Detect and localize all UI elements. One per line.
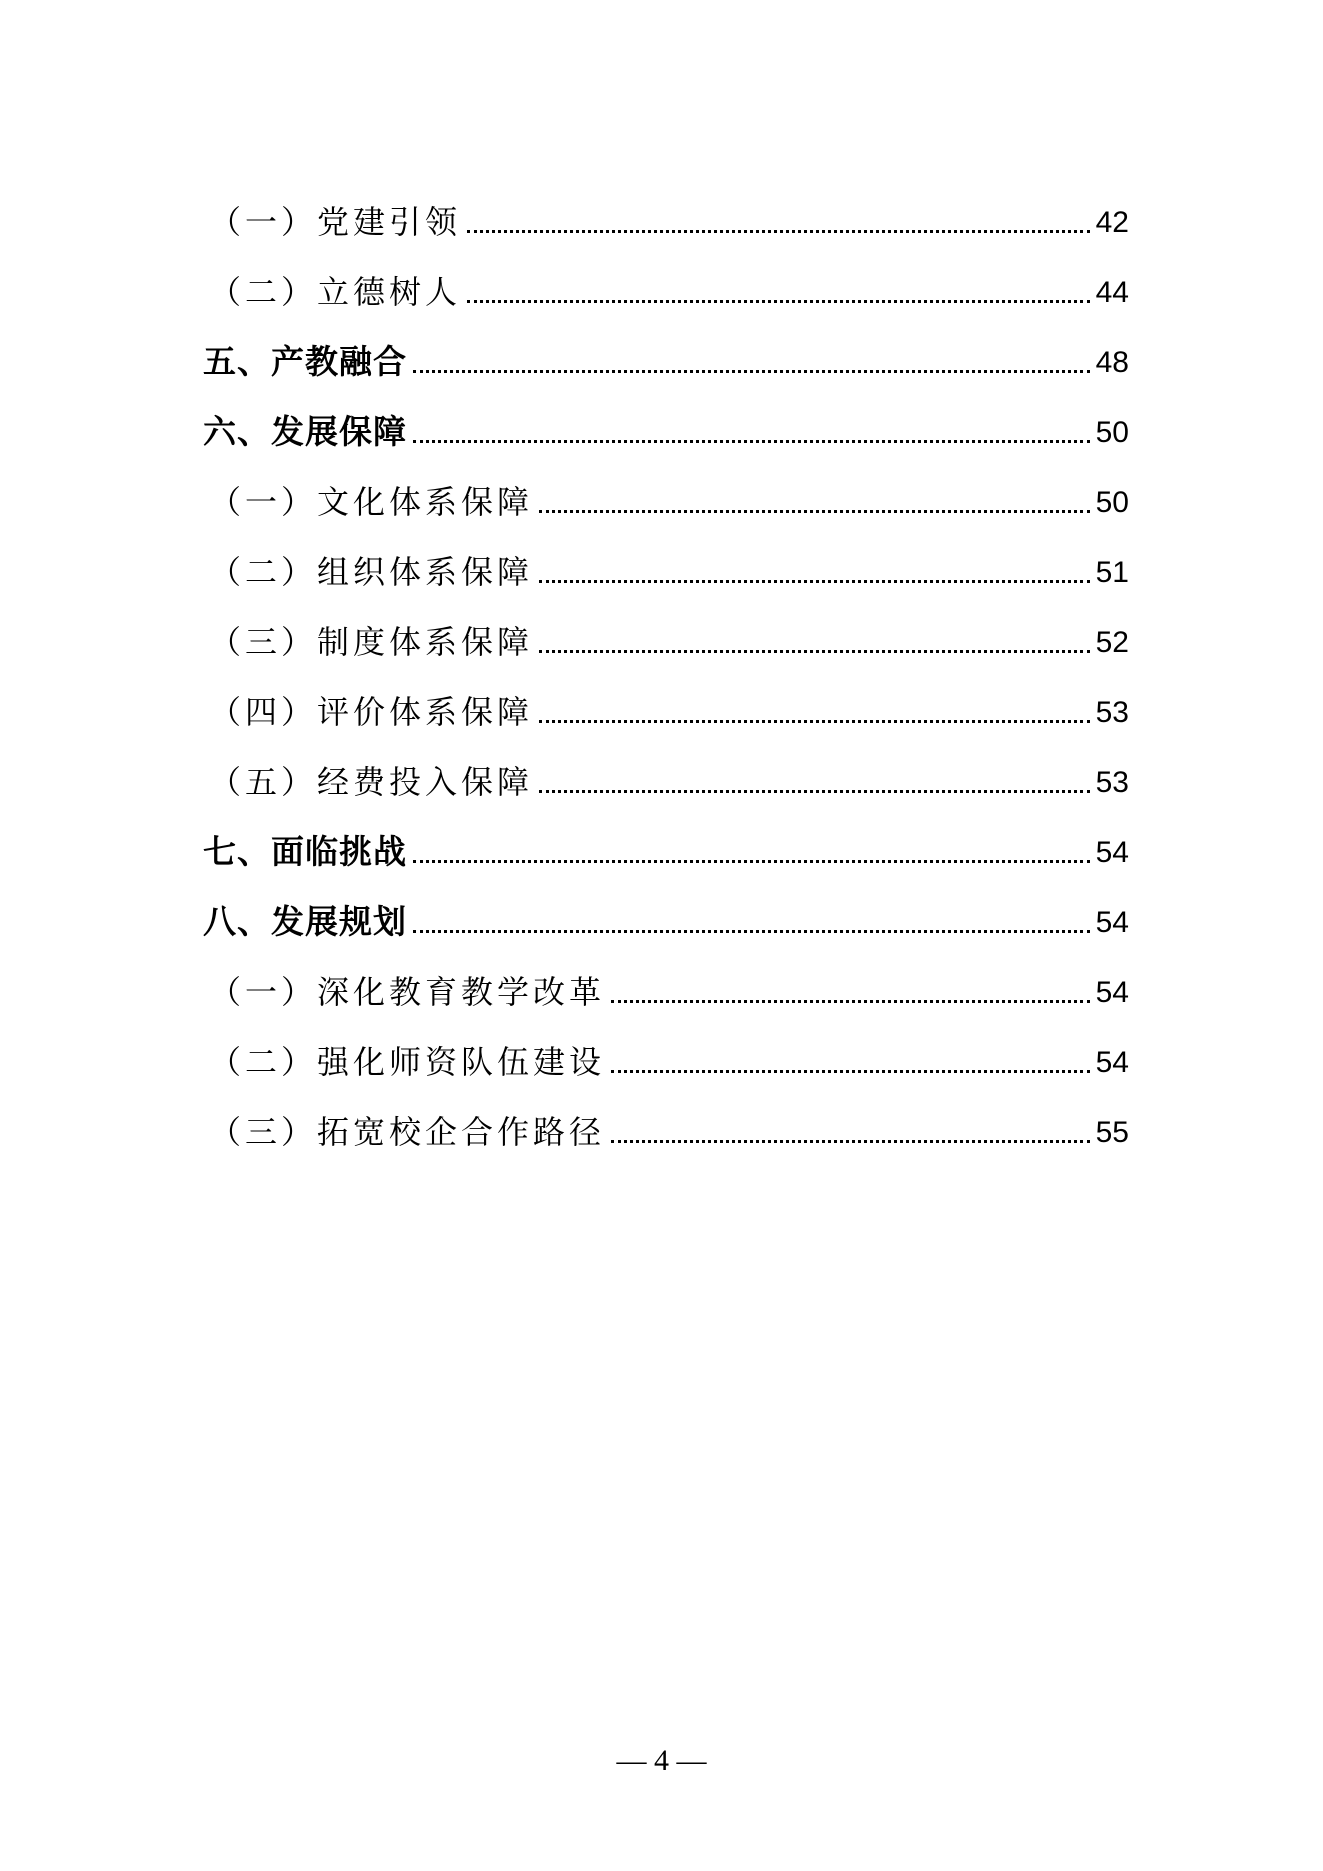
toc-entry-label: 六、发展保障 — [203, 412, 407, 451]
toc-entry-page: 52 — [1095, 626, 1129, 659]
toc-entry-page: 48 — [1095, 346, 1129, 379]
toc-entry-page: 54 — [1095, 976, 1129, 1009]
toc-entry[interactable] — [203, 168, 1129, 241]
toc-entry-label: （三）拓宽校企合作路径 — [209, 1113, 606, 1151]
toc-entry-page: 53 — [1095, 696, 1129, 729]
dot-leader — [467, 230, 1090, 233]
dot-leader — [413, 370, 1090, 373]
toc-entry-label: （二）立德树人 — [209, 273, 462, 311]
dot-leader — [413, 440, 1090, 443]
toc-entry-label: （一）党建引领 — [209, 203, 462, 241]
toc-entry[interactable] — [203, 798, 1129, 871]
page-number: — 4 — — [616, 1744, 707, 1777]
dot-leader — [539, 790, 1090, 793]
toc-entry[interactable] — [203, 1008, 1129, 1081]
toc-entry[interactable] — [203, 308, 1129, 381]
dot-leader — [539, 580, 1090, 583]
toc-entry-label: （一）深化教育教学改革 — [209, 973, 606, 1011]
dot-leader — [413, 930, 1090, 933]
toc-entry-label: （五）经费投入保障 — [209, 763, 534, 801]
toc-entry-label: （三）制度体系保障 — [209, 623, 534, 661]
toc-entry-page: 55 — [1095, 1116, 1129, 1149]
toc-entry[interactable] — [203, 448, 1129, 521]
dot-leader — [611, 1070, 1090, 1073]
toc-entry-label: 七、面临挑战 — [203, 832, 407, 871]
table-of-contents — [203, 168, 1129, 1151]
dot-leader — [467, 300, 1090, 303]
toc-entry-label: （二）组织体系保障 — [209, 553, 534, 591]
dot-leader — [611, 1140, 1090, 1143]
toc-entry[interactable] — [203, 868, 1129, 941]
dot-leader — [413, 860, 1090, 863]
toc-entry-page: 50 — [1095, 486, 1129, 519]
toc-entry[interactable] — [203, 1078, 1129, 1151]
toc-entry-page: 54 — [1095, 1046, 1129, 1079]
toc-entry[interactable] — [203, 588, 1129, 661]
dot-leader — [539, 510, 1090, 513]
dot-leader — [539, 720, 1090, 723]
toc-entry-label: （一）文化体系保障 — [209, 483, 534, 521]
toc-entry-label: （二）强化师资队伍建设 — [209, 1043, 606, 1081]
toc-entry[interactable] — [203, 658, 1129, 731]
toc-entry[interactable] — [203, 238, 1129, 311]
toc-entry-page: 51 — [1095, 556, 1129, 589]
dot-leader — [611, 1000, 1090, 1003]
toc-entry-page: 42 — [1095, 206, 1129, 239]
toc-entry-label: （四）评价体系保障 — [209, 693, 534, 731]
toc-entry[interactable] — [203, 938, 1129, 1011]
toc-entry-label: 八、发展规划 — [203, 902, 407, 941]
dot-leader — [539, 650, 1090, 653]
toc-entry-page: 50 — [1095, 416, 1129, 449]
toc-entry-page: 54 — [1095, 906, 1129, 939]
toc-entry[interactable] — [203, 518, 1129, 591]
toc-entry-page: 44 — [1095, 276, 1129, 309]
toc-entry[interactable] — [203, 728, 1129, 801]
toc-entry-label: 五、产教融合 — [203, 342, 407, 381]
toc-entry-page: 53 — [1095, 766, 1129, 799]
toc-entry[interactable] — [203, 378, 1129, 451]
toc-entry-page: 54 — [1095, 836, 1129, 869]
